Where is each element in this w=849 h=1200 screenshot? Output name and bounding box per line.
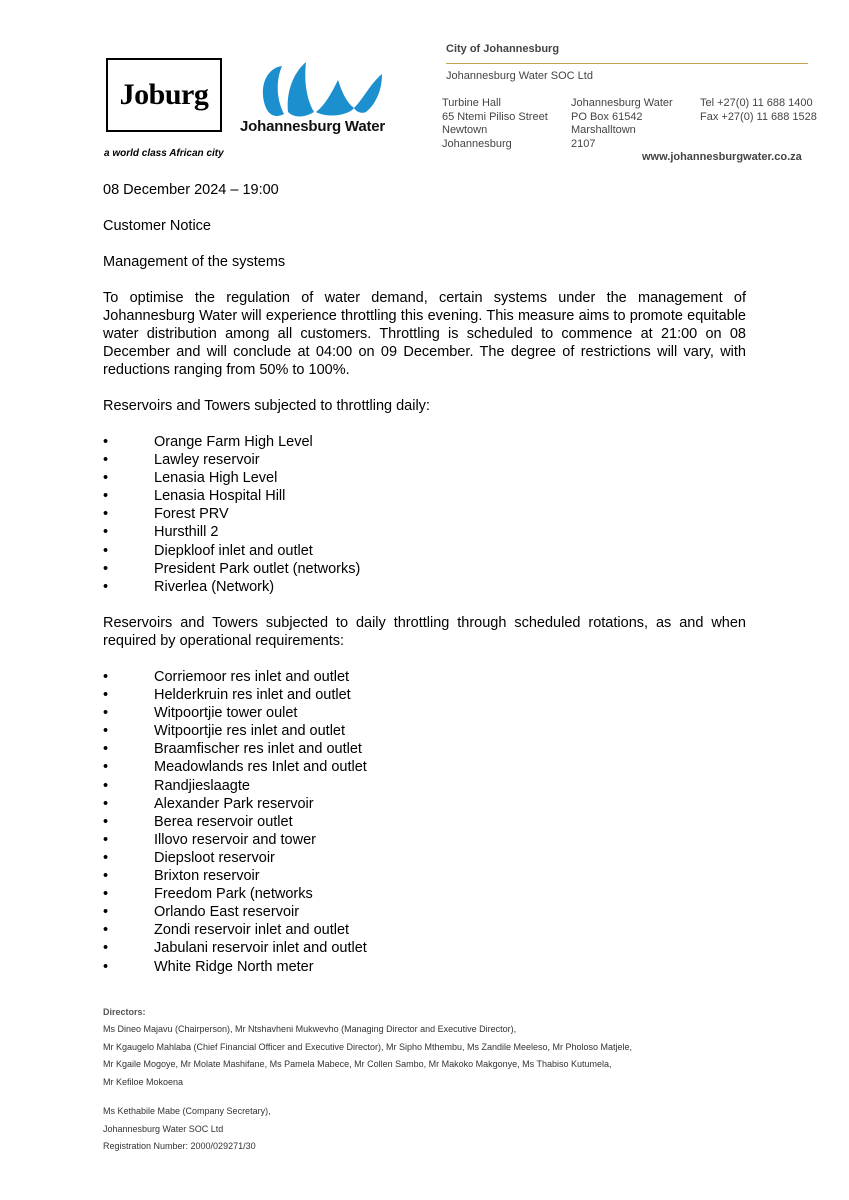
notice-title: Customer Notice — [103, 218, 211, 234]
list-item: • Jabulani reservoir inlet and outlet — [103, 940, 367, 957]
list-item: • Braamfischer res inlet and outlet — [103, 741, 362, 758]
secretary-block — [103, 1103, 271, 1156]
address-line: PO Box 61542 — [571, 110, 643, 123]
bullet: • — [103, 831, 109, 848]
list-item: • Illovo reservoir and tower — [103, 831, 316, 848]
header-divider — [446, 63, 808, 64]
bullet: • — [103, 705, 109, 722]
list-item: • Meadowlands res Inlet and outlet — [103, 759, 367, 776]
list-item: • Forest PRV — [103, 506, 229, 523]
physical-address — [442, 97, 548, 151]
registration-number: Registration Number: 2000/029271/30 — [103, 1141, 256, 1151]
bullet: • — [103, 741, 109, 758]
address-line: Johannesburg Water — [571, 97, 673, 109]
joburg-tagline: a world class African city — [104, 148, 224, 159]
bullet: • — [103, 452, 109, 469]
notice-date: 08 December 2024 – 19:00 — [103, 182, 279, 198]
bullet: • — [103, 813, 109, 830]
list-item: • Witpoortjie res inlet and outlet — [103, 723, 346, 740]
bullet: • — [103, 849, 109, 866]
list-item: • Freedom Park (networks — [103, 886, 313, 903]
directors-line: Mr Kgaile Mogoye, Mr Molate Mashifane, Ms Pamela Mabece, Mr Collen Sambo, Mr Makoko Makgonye, Ms Thabiso Kutumela, — [103, 1059, 612, 1069]
directors-line: Mr Kefiloe Mokoena — [103, 1076, 184, 1087]
bullet: • — [103, 759, 109, 776]
bullet: • — [103, 560, 109, 577]
joburg-logo-text: Joburg — [119, 78, 209, 111]
daily-throttling-list — [103, 433, 746, 596]
address-line: 2107 — [571, 137, 596, 150]
address-line: Newtown — [442, 124, 488, 136]
bullet: • — [103, 578, 109, 595]
list-item: • Lenasia Hospital Hill — [103, 488, 286, 505]
telephone: Tel +27(0) 11 688 1400 — [700, 97, 813, 109]
list-item: • Randjieslaagte — [103, 777, 250, 794]
secretary-line: Johannesburg Water SOC Ltd — [103, 1123, 224, 1134]
city-name: City of Johannesburg — [446, 43, 560, 55]
address-line: Johannesburg — [442, 137, 512, 150]
list-item: • Orlando East reservoir — [103, 904, 300, 921]
bullet: • — [103, 524, 109, 541]
list-item: • Orange Farm High Level — [103, 434, 313, 450]
bullet: • — [103, 506, 109, 523]
contact-numbers — [700, 97, 817, 124]
directors-line: Mr Kgaugelo Mahlaba (Chief Financial Officer and Executive Director), Mr Sipho Mthembu, Ms Zandile Meeleso, Mr Pholoso Matjele, — [103, 1041, 633, 1052]
bullet: • — [103, 488, 109, 505]
rotation-throttling-list — [103, 668, 746, 976]
notice-intro: To optimise the regulation of water demand, certain systems under the management of Johannesburg Water will experience throttling this evening. This measure aims to promote equitable water distribution among all customers. Throttling is scheduled to commence at 21:00 on 08 December and will conclude at 04:00 on 09 December. The degree of restrictions will vary, with reductions ranging from 50% to 100%. — [103, 290, 746, 378]
directors-block — [103, 1003, 632, 1091]
list-item: • Lenasia High Level — [103, 470, 278, 487]
rotation-heading: Reservoirs and Towers subjected to daily throttling through scheduled rotations, as and when required by operational requirements: — [103, 615, 746, 649]
johannesburg-water-wordmark: Johannesburg Water — [240, 118, 386, 135]
bullet: • — [103, 886, 109, 903]
list-item: • Lawley reservoir — [103, 452, 260, 469]
list-item: • Brixton reservoir — [103, 868, 260, 885]
joburg-logo — [106, 58, 222, 132]
bullet: • — [103, 958, 109, 975]
list-item: • Alexander Park reservoir — [103, 795, 314, 812]
bullet: • — [103, 723, 109, 740]
notice-subject: Management of the systems — [103, 254, 286, 270]
postal-address — [571, 97, 673, 151]
list-item: • White Ridge North meter — [103, 958, 314, 975]
daily-heading: Reservoirs and Towers subjected to throttling daily: — [103, 398, 430, 414]
address-line: Turbine Hall — [442, 97, 501, 109]
list-item: • Zondi reservoir inlet and outlet — [103, 922, 350, 939]
bullet: • — [103, 434, 109, 450]
bullet: • — [103, 470, 109, 487]
address-line: Marshalltown — [571, 124, 636, 136]
list-item: • Diepsloot reservoir — [103, 849, 275, 866]
bullet: • — [103, 542, 109, 559]
company-name: Johannesburg Water SOC Ltd — [446, 70, 593, 82]
bullet: • — [103, 904, 109, 921]
list-item: • Riverlea (Network) — [103, 578, 275, 595]
list-item: • Corriemoor res inlet and outlet — [103, 669, 350, 685]
list-item: • Witpoortjie tower oulet — [103, 705, 298, 722]
list-item: • Diepkloof inlet and outlet — [103, 542, 313, 559]
address-line: 65 Ntemi Piliso Street — [442, 110, 548, 123]
bullet: • — [103, 687, 109, 704]
list-item: • Helderkruin res inlet and outlet — [103, 687, 351, 704]
directors-label: Directors: — [103, 1007, 146, 1017]
bullet: • — [103, 777, 109, 794]
list-item: • Hursthill 2 — [103, 524, 219, 541]
secretary-line: Ms Kethabile Mabe (Company Secretary), — [103, 1106, 271, 1116]
bullet: • — [103, 922, 109, 939]
bullet: • — [103, 795, 109, 812]
bullet: • — [103, 940, 109, 957]
list-item: • Berea reservoir outlet — [103, 813, 293, 830]
website-link[interactable]: www.johannesburgwater.co.za — [642, 151, 802, 163]
list-item: • President Park outlet (networks) — [103, 560, 361, 577]
bullet: • — [103, 669, 109, 685]
bullet: • — [103, 868, 109, 885]
fax: Fax +27(0) 11 688 1528 — [700, 110, 817, 123]
directors-line: Ms Dineo Majavu (Chairperson), Mr Ntshavheni Mukwevho (Managing Director and Executive Director), — [103, 1024, 517, 1034]
